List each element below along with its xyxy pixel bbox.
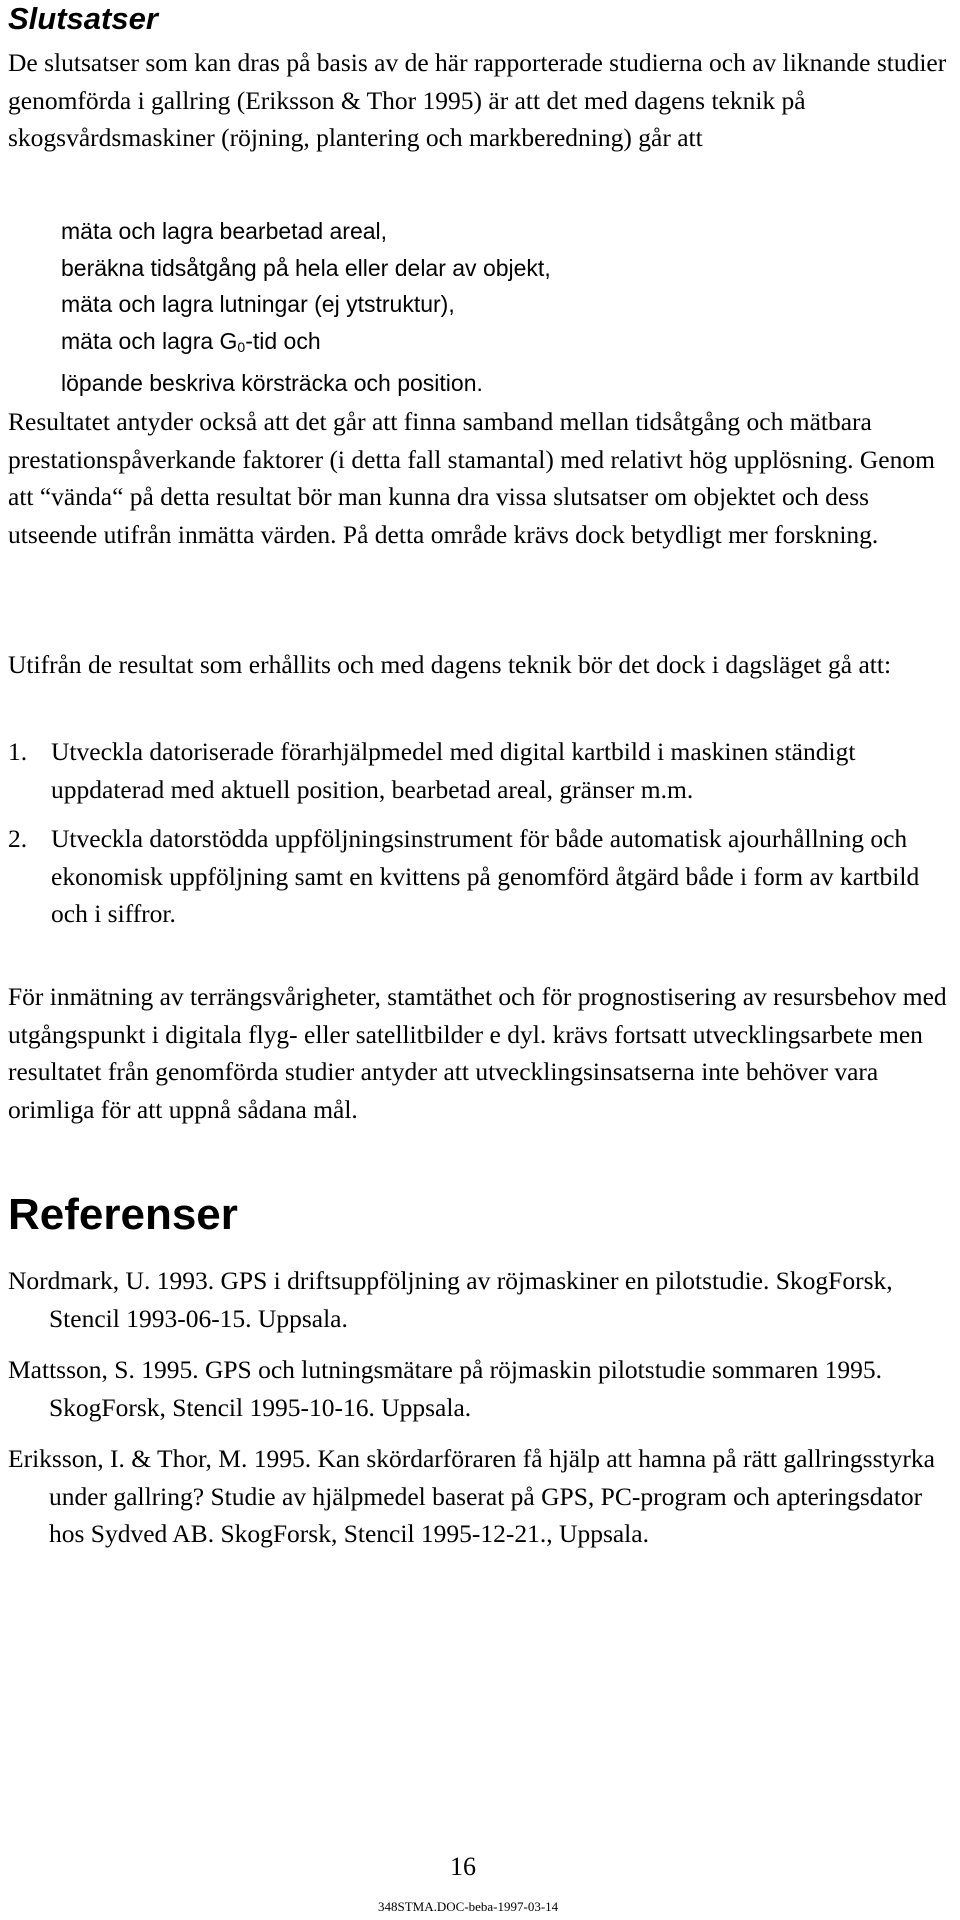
page-footer: 348STMA.DOC-beba-1997-03-14 [378, 1899, 559, 1914]
list-item: löpande beskriva körsträcka och position. [61, 370, 483, 396]
list-item: beräkna tidsåtgång på hela eller delar av objekt, [61, 254, 551, 281]
terrain-paragraph: För inmätning av terrängsvårigheter, stamtäthet och för prognostisering av resursbehov med utgångspunkt i digitala flyg- eller satellitbilder e dyl. krävs fortsatt utvecklingsarbete men resultatet från genomförda studier antyder att utvecklingsinsatserna inte behöver vara orimliga för att uppnå sådana mål. [8, 982, 947, 1124]
reference-item: Eriksson, I. & Thor, M. 1995. Kan skördarföraren få hjälp att hamna på rätt gallringsstyrka under gallring? Studie av hjälpmedel baserat på GPS, PC-program och apteringsdator hos Sydved AB. SkogForsk, Stencil 1995-12-21., Uppsala. [8, 1444, 935, 1548]
item-text: Utveckla datorstödda uppföljningsinstrument för både automatisk ajourhållning och ekonomisk uppföljning samt en kvittens på genomförd åtgärd både i form av kartbild och i siffror. [51, 824, 920, 928]
numbered-item [8, 733, 952, 808]
numbered-item [8, 820, 952, 933]
references-title: Referenser [8, 1190, 238, 1239]
intro-paragraph: De slutsatser som kan dras på basis av de här rapporterade studierna och av liknande studier genomförda i gallring (Eriksson & Thor 1995) är att det med dagens teknik på skogsvårdsmaskiner (röjning, plantering och markberedning) går att [8, 48, 947, 152]
item-number: 2. [8, 824, 28, 853]
section-title: Slutsatser [8, 1, 158, 36]
list-item: mäta och lagra bearbetad areal, [61, 218, 388, 244]
page-number: 16 [450, 1852, 476, 1881]
reference-item: Nordmark, U. 1993. GPS i driftsuppföljning av röjmaskiner en pilotstudie. SkogForsk, Stencil 1993-06-15. Uppsala. [8, 1266, 893, 1333]
g0-suffix: -tid och [245, 327, 321, 354]
results-paragraph: Resultatet antyder också att det går att finna samband mellan tidsåtgång och mätbara prestationspåverkande faktorer (i detta fall stamantal) med relativt hög upplösning. Genom att “vända“ på detta resultat bör man kunna dra vissa slutsatser om objektet och dess utseende utifrån inmätta värden. På detta område krävs dock betydligt mer forskning. [8, 407, 935, 549]
list-item-g0 [61, 323, 551, 366]
capability-list [61, 213, 551, 402]
outcome-paragraph: Utifrån de resultat som erhållits och med dagens teknik bör det dock i dagsläget gå att: [8, 650, 892, 679]
item-number: 1. [8, 737, 28, 766]
list-item: mäta och lagra lutningar (ej ytstruktur), [61, 291, 455, 317]
item-text: Utveckla datoriserade förarhjälpmedel med digital kartbild i maskinen ständigt uppdaterad med aktuell position, bearbetad areal, gränser m.m. [51, 737, 856, 804]
g0-subscript: 0 [237, 338, 246, 355]
g0-prefix: mäta och lagra G [61, 327, 238, 354]
reference-item: Mattsson, S. 1995. GPS och lutningsmätare på röjmaskin pilotstudie sommaren 1995. SkogForsk, Stencil 1995-10-16. Uppsala. [8, 1355, 883, 1422]
